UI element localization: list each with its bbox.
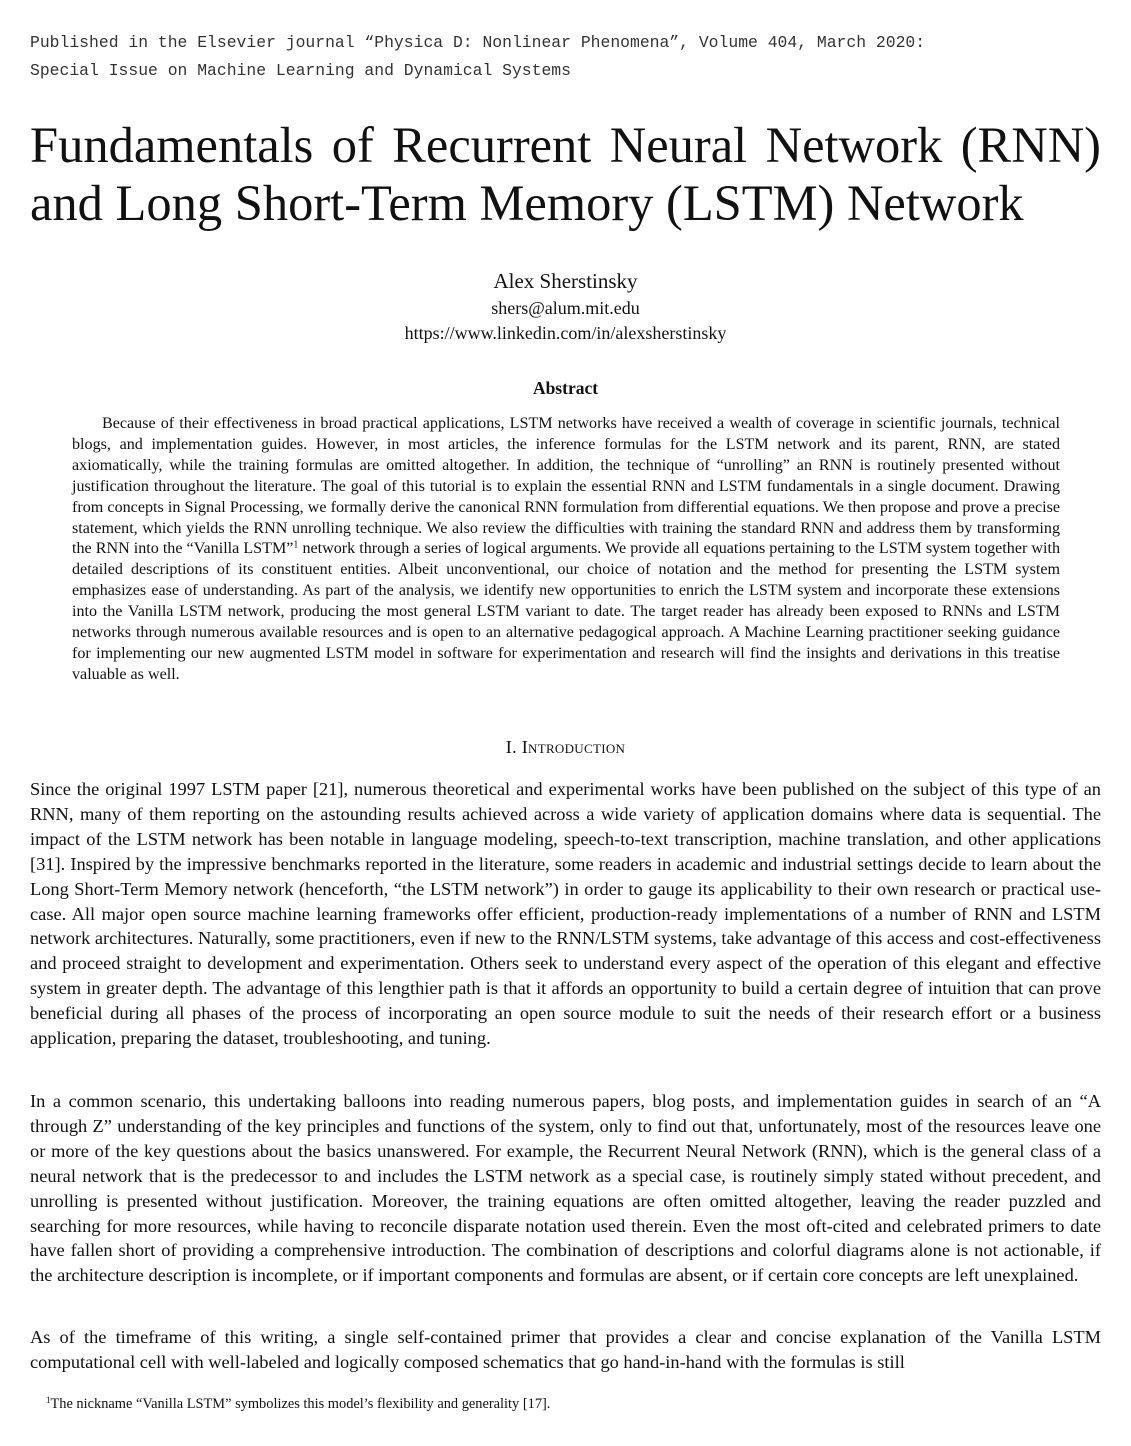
- author-url: https://www.linkedin.com/in/alexsherstinsky: [404, 323, 727, 343]
- publication-note-line-2: Special Issue on Machine Learning and Dynamical Systems: [30, 61, 571, 80]
- paper-title: Fundamentals of Recurrent Neural Network (RNN) and Long Short-Term Memory (LSTM) Network: [30, 117, 1101, 231]
- abstract-heading: Abstract: [532, 378, 599, 398]
- abstract-text: [72, 414, 1060, 686]
- section-number: I.: [505, 737, 517, 757]
- author-email: shers@alum.mit.edu: [491, 298, 640, 318]
- abstract-text-part-1: Because of their effectiveness in broad practical applications, LSTM networks have received a wealth of coverage in scientific journals, technical blogs, and implementation guides. However, in most articles, the inference formulas for the LSTM network and its parent, RNN, are stated axiomatically, while the training formulas are omitted altogether. In addition, the technique of “unrolling” an RNN is routinely presented without justification throughout the literature. The goal of this tutorial is to explain the essential RNN and LSTM fundamentals in a single document. Drawing from concepts in Signal Processing, we formally derive the canonical RNN formulation from differential equations. We then propose and prove a precise statement, which yields the RNN unrolling technique. We also review the difficulties with training the standard RNN and address them by transforming the RNN into the “Vanilla LSTM”: [72, 415, 1060, 558]
- body-paragraph-2: In a common scenario, this undertaking balloons into reading numerous papers, blog posts, and implementation guides in search of an “A through Z” understanding of the key principles and functions of the system, only to find out that, unfortunately, most of the resources leave one or more of the key questions about the basics unanswered. For example, the Recurrent Neural Network (RNN), which is the general class of a neural network that is the predecessor to and includes the LSTM network as a special case, is routinely simply stated without precedent, and unrolling is presented without justification. Moreover, the training equations are often omitted altogether, leaving the reader puzzled and searching for more resources, while having to reconcile disparate notation used therein. Even the most oft-cited and celebrated primers to date have fallen short of providing a comprehensive introduction. The combination of descriptions and colorful diagrams alone is not actionable, if the architecture description is incomplete, or if important components and formulas are absent, or if certain core concepts are left unexplained.: [30, 1091, 1101, 1286]
- publication-note-line-1: Published in the Elsevier journal “Physica D: Nonlinear Phenomena”, Volume 404, March 2020:: [30, 33, 926, 52]
- section-title: Introduction: [521, 737, 626, 757]
- author-name: Alex Sherstinsky: [493, 269, 638, 293]
- footnote-marker: 1: [293, 539, 299, 551]
- body-paragraph-1: Since the original 1997 LSTM paper [21], numerous theoretical and experimental works have been published on the subject of this type of an RNN, many of them reporting on the astounding results achieved across a wide variety of application domains where data is sequential. The impact of the LSTM network has been notable in language modeling, speech-to-text transcription, machine translation, and other applications [31]. Inspired by the impressive benchmarks reported in the literature, some readers in academic and industrial settings decide to learn about the Long Short-Term Memory network (henceforth, “the LSTM network”) in order to gauge its applicability to their own research or practical use-case. All major open source machine learning frameworks offer efficient, production-ready implementations of a number of RNN and LSTM network architectures. Naturally, some practitioners, even if new to the RNN/LSTM systems, take advantage of this access and cost-effectiveness and proceed straight to development and experimentation. Others seek to understand every aspect of the operation of this elegant and effective system in greater depth. The advantage of this lengthier path is that it affords an opportunity to build a certain degree of intuition that can prove beneficial during all phases of the process of incorporating an open source module to suit the needs of their research effort or a business application, preparing the dataset, troubleshooting, and tuning.: [30, 779, 1101, 1049]
- body-paragraph-3: As of the timeframe of this writing, a single self-contained primer that provides a clear and concise explanation of the Vanilla LSTM computational cell with well-labeled and logically composed schematics that go hand-in-hand with the formulas is still: [30, 1327, 1101, 1372]
- footnote-text: The nickname “Vanilla LSTM” symbolizes this model’s flexibility and generality [17].: [50, 1396, 551, 1412]
- abstract-text-part-2: network through a series of logical arguments. We provide all equations pertaining to the LSTM system together with detailed descriptions of its constituent entities. Albeit unconventional, our choice of notation and the method for presenting the LSTM system emphasizes ease of understanding. As part of the analysis, we identify new opportunities to enrich the LSTM system and incorporate these extensions into the Vanilla LSTM network, producing the most general LSTM variant to date. The target reader has already been exposed to RNNs and LSTM networks through numerous available resources and is open to an alternative pedagogical approach. A Machine Learning practitioner seeking guidance for implementing our new augmented LSTM model in software for experimentation and research will find the insights and derivations in this treatise valuable as well.: [72, 540, 1060, 683]
- footnote-mark: 1: [46, 1395, 51, 1406]
- publication-note: [30, 29, 925, 85]
- section-heading: [30, 735, 1101, 759]
- footnote: [46, 1394, 550, 1414]
